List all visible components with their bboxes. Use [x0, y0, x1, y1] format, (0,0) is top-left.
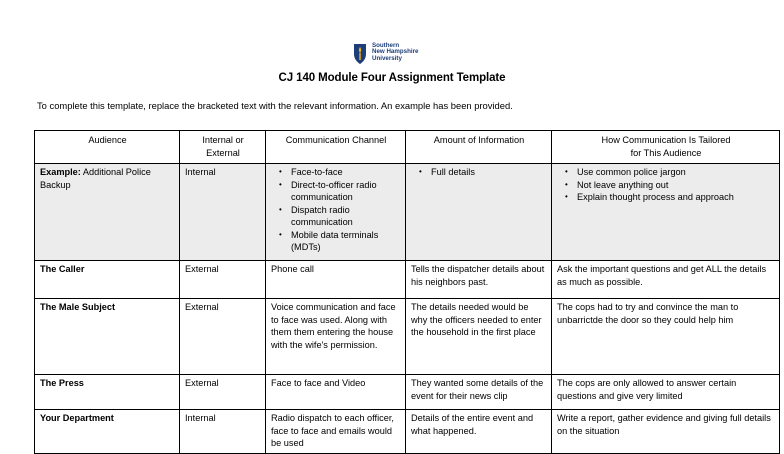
example-audience-cell	[35, 164, 180, 261]
example-tailored-cell	[552, 164, 780, 261]
example-channel-list	[271, 166, 401, 254]
header-internal-external	[180, 131, 266, 164]
type-cell[interactable]: Internal	[180, 410, 266, 454]
type-cell[interactable]: External	[180, 261, 266, 299]
table-row	[35, 410, 780, 454]
channel-cell[interactable]: Phone call	[266, 261, 406, 299]
amount-cell[interactable]: Details of the entire event and what happened.	[406, 410, 552, 454]
logo-line-2: New Hampshire	[372, 48, 419, 56]
list-item: • Use common police jargon	[569, 166, 775, 179]
table-row	[35, 299, 780, 375]
header-tailored-line1: How Communication Is Tailored	[601, 135, 731, 145]
header-audience: Audience	[35, 131, 180, 164]
document-title: CJ 140 Module Four Assignment Template	[278, 72, 506, 84]
list-item: • Full details	[423, 166, 547, 179]
header-tailored	[552, 131, 780, 164]
logo-line-3: University	[372, 54, 402, 62]
example-amount-list	[411, 166, 547, 179]
list-item: • Mobile data terminals (MDTs)	[283, 229, 401, 254]
type-cell[interactable]: External	[180, 375, 266, 410]
header-internal-line2: External	[206, 147, 240, 158]
channel-cell[interactable]: Voice communication and face to face was used. Along with them them entering the house with the wife's permission.	[266, 299, 406, 375]
tailored-cell[interactable]: Write a report, gather evidence and giving full details on the situation	[552, 410, 780, 454]
university-logo	[353, 43, 418, 67]
logo-text	[372, 43, 418, 62]
amount-cell[interactable]: The details needed would be why the officers needed to enter the household in the first place	[406, 299, 552, 375]
audience-cell[interactable]: The Press	[35, 375, 180, 410]
example-label: Example:	[40, 167, 81, 177]
audience-cell[interactable]: The Male Subject	[35, 299, 180, 375]
table-row	[35, 375, 780, 410]
tailored-cell[interactable]: The cops are only allowed to answer certain questions and give very limited	[552, 375, 780, 410]
logo-line-1: Southern	[372, 42, 400, 49]
tailored-cell[interactable]: Ask the important questions and get ALL the details as much as possible.	[552, 261, 780, 299]
list-item: • Face-to-face	[283, 166, 401, 179]
list-item: • Not leave anything out	[569, 179, 775, 192]
amount-cell[interactable]: They wanted some details of the event for their news clip	[406, 375, 552, 410]
shield-torch-icon	[353, 43, 367, 65]
header-internal-line1: Internal or	[202, 135, 244, 145]
list-item: • Explain thought process and approach	[569, 191, 775, 204]
header-tailored-line2: for This Audience	[630, 147, 702, 158]
table-row	[35, 261, 780, 299]
table-header-row	[35, 131, 780, 164]
communication-table	[34, 130, 780, 454]
example-type-cell: Internal	[180, 164, 266, 261]
audience-cell[interactable]: The Caller	[35, 261, 180, 299]
instructions-text: To complete this template, replace the bracketed text with the relevant information. An example has been provided.	[37, 100, 513, 111]
list-item: • Dispatch radio communication	[283, 204, 401, 229]
example-row	[35, 164, 780, 261]
tailored-cell[interactable]: The cops had to try and convince the man to unbarrictde the door so they could help him	[552, 299, 780, 375]
list-item: • Direct-to-officer radio communication	[283, 179, 401, 204]
header-amount: Amount of Information	[406, 131, 552, 164]
channel-cell[interactable]: Face to face and Video	[266, 375, 406, 410]
example-channel-cell	[266, 164, 406, 261]
header-channel: Communication Channel	[266, 131, 406, 164]
example-audience-text: Additional Police Backup	[40, 167, 151, 190]
type-cell[interactable]: External	[180, 299, 266, 375]
channel-cell[interactable]: Radio dispatch to each officer, face to face and emails would be used	[266, 410, 406, 454]
example-tailored-list	[557, 166, 775, 204]
audience-cell[interactable]: Your Department	[35, 410, 180, 454]
amount-cell[interactable]: Tells the dispatcher details about his neighbors past.	[406, 261, 552, 299]
example-amount-cell	[406, 164, 552, 261]
